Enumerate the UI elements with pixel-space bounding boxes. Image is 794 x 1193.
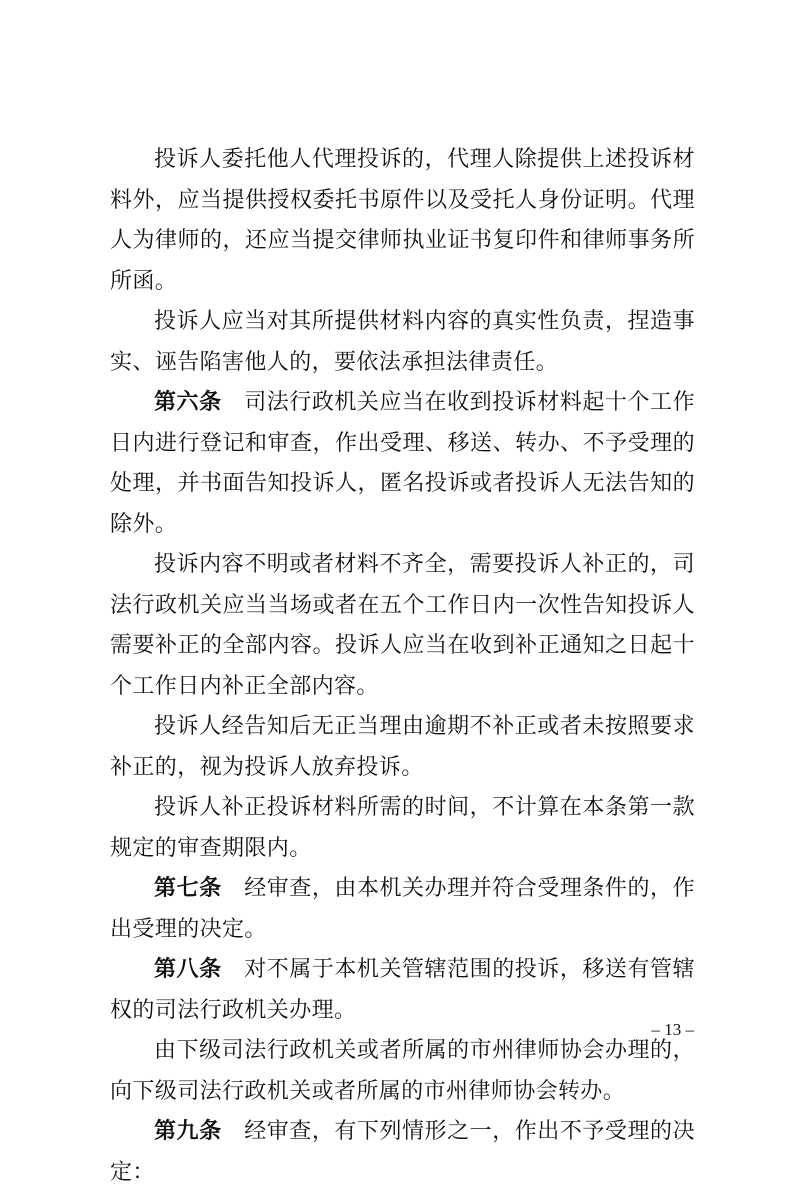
paragraph-text: 司法行政机关应当在收到投诉材料起十个工作日内进行登记和审查，作出受理、移送、转办、不予受理的处理，并书面告知投诉人，匿名投诉或者投诉人无法告知的除外。 — [110, 390, 695, 537]
article-heading: 第六条 — [154, 390, 222, 415]
article-6 — [110, 383, 695, 545]
paragraph-text: 投诉内容不明或者材料不齐全，需要投诉人补正的，司法行政机关应当当场或者在五个工作日内一次性告知投诉人需要补正的全部内容。投诉人应当在收到补正通知之日起十个工作日内补正全部内容。 — [110, 552, 695, 699]
article-heading: 第八条 — [154, 957, 222, 982]
article-heading: 第七条 — [154, 876, 222, 901]
paragraph-2 — [110, 302, 695, 383]
paragraph-9 — [110, 1031, 695, 1112]
paragraph-4 — [110, 545, 695, 707]
article-heading: 第九条 — [154, 1119, 222, 1144]
paragraph-5 — [110, 707, 695, 788]
paragraph-text: 由下级司法行政机关或者所属的市州律师协会办理的，向下级司法行政机关或者所属的市州律师协会转办。 — [110, 1038, 695, 1104]
page-number: – 13 – — [651, 1020, 694, 1039]
paragraph-text: 经审查，有下列情形之一，作出不予受理的决定： — [110, 1119, 695, 1185]
paragraph-text: 对不属于本机关管辖范围的投诉，移送有管辖权的司法行政机关办理。 — [110, 957, 695, 1023]
paragraph-text: 经审查，由本机关办理并符合受理条件的，作出受理的决定。 — [110, 876, 695, 942]
article-8 — [110, 950, 695, 1031]
paragraph-text: 投诉人经告知后无正当理由逾期不补正或者未按照要求补正的，视为投诉人放弃投诉。 — [110, 714, 695, 780]
paragraph-6 — [110, 788, 695, 869]
paragraph-text: 投诉人委托他人代理投诉的，代理人除提供上述投诉材料外，应当提供授权委托书原件以及受托人身份证明。代理人为律师的，还应当提交律师执业证书复印件和律师事务所所函。 — [110, 147, 695, 294]
paragraph-text: 投诉人补正投诉材料所需的时间，不计算在本条第一款规定的审查期限内。 — [110, 795, 695, 861]
paragraph-1 — [110, 140, 695, 302]
article-7 — [110, 869, 695, 950]
paragraph-text: 投诉人应当对其所提供材料内容的真实性负责，捏造事实、诬告陷害他人的，要依法承担法律责任。 — [110, 309, 695, 375]
body-text — [110, 140, 695, 1193]
article-9 — [110, 1112, 695, 1193]
